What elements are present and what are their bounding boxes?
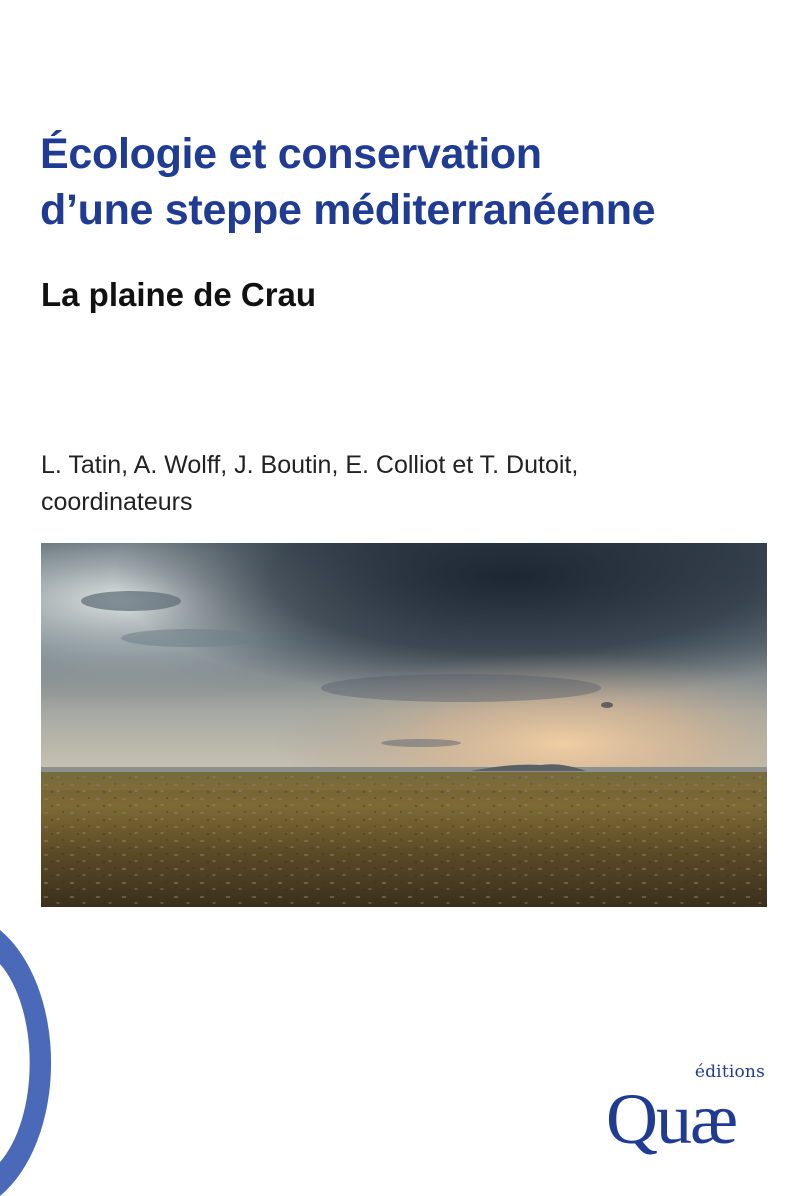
publisher-prefix: éditions <box>694 1062 765 1082</box>
cover-photo <box>41 543 767 907</box>
book-title <box>40 126 780 238</box>
publisher-name: Quæ <box>606 1079 737 1159</box>
publisher-logo <box>606 1062 771 1172</box>
authors-line-1: L. Tatin, A. Wolff, J. Boutin, E. Colliot et T. Dutoit, <box>41 451 579 479</box>
title-line-2: d’une steppe méditerranéenne <box>40 186 656 234</box>
authors-block <box>41 447 578 521</box>
book-subtitle: La plaine de Crau <box>41 276 317 313</box>
title-line-1: Écologie et conservation <box>40 130 542 178</box>
authors-line-2: coordinateurs <box>41 488 193 516</box>
q-logo-arc-decoration <box>0 930 110 1196</box>
